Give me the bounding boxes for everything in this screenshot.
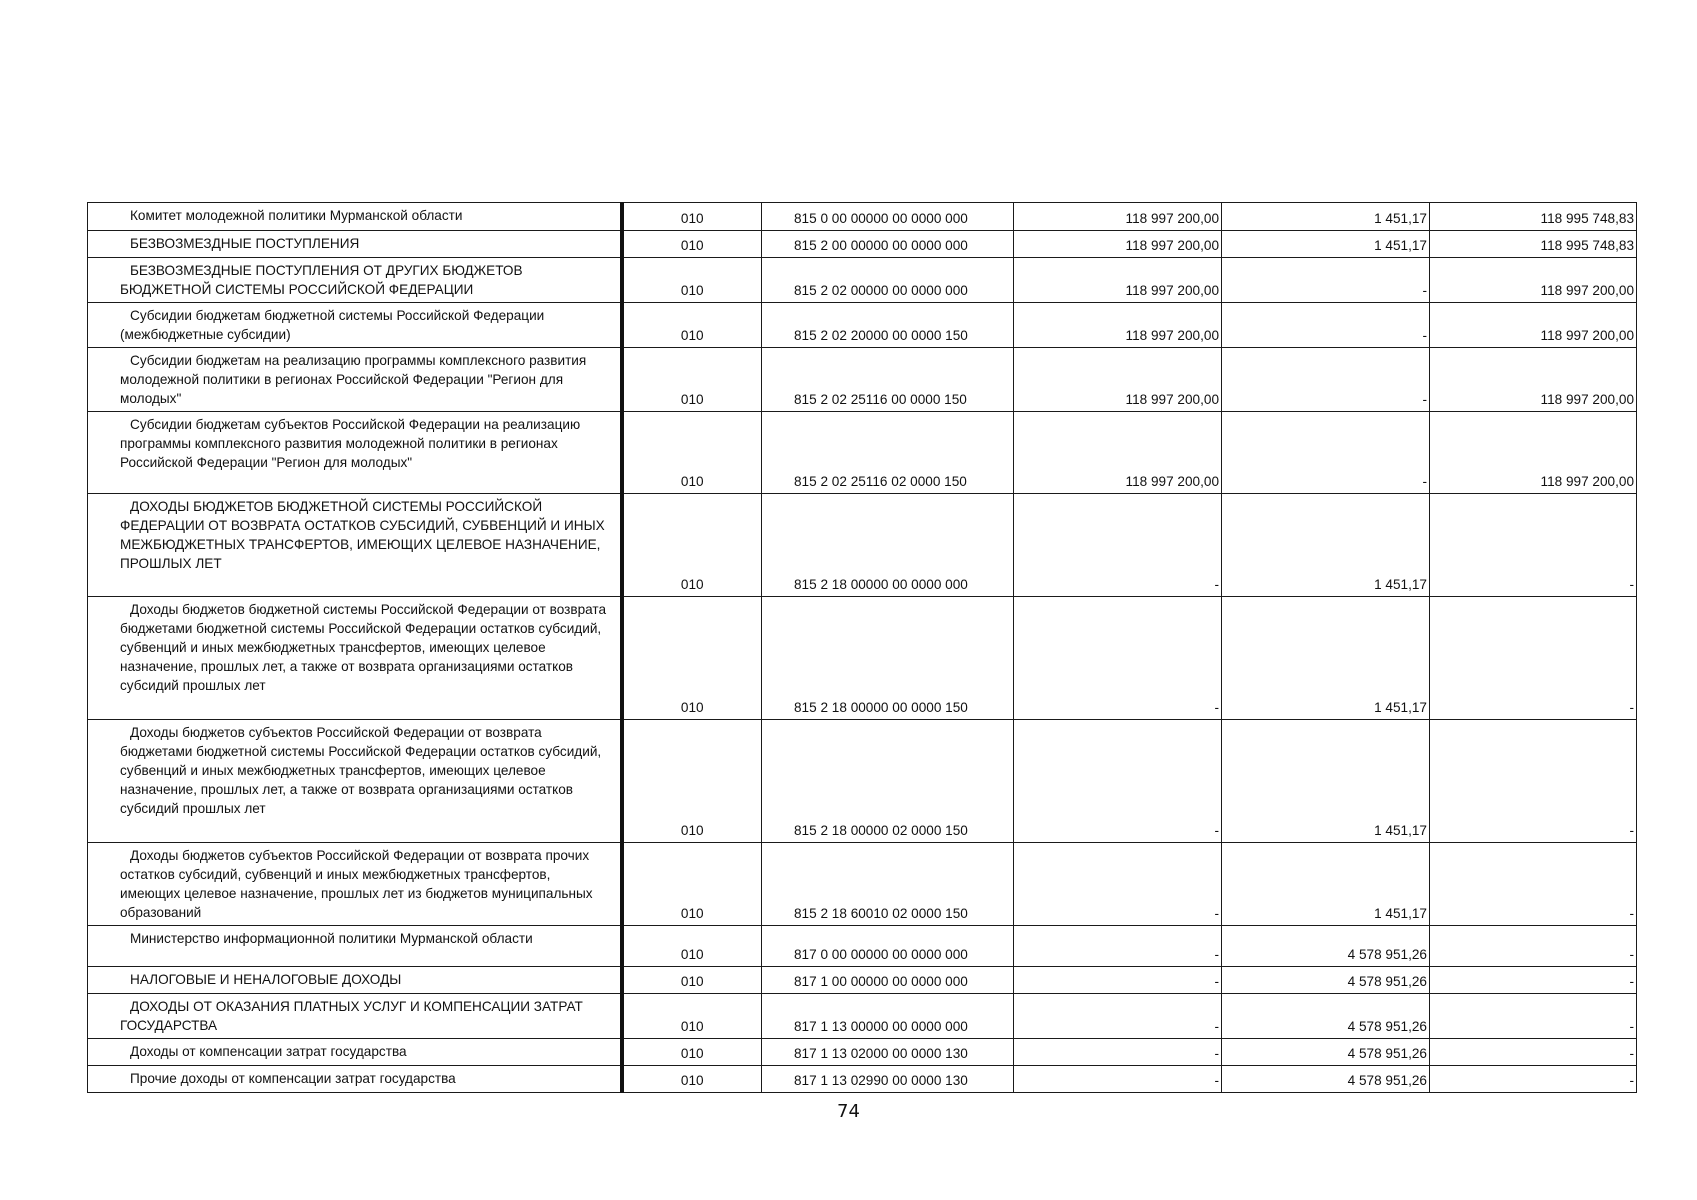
row-name-cell: Субсидии бюджетам субъектов Российской Федерации на реализацию программы комплексного развития молодежной политики в регионах Российской Федерации "Регион для молодых" bbox=[88, 412, 622, 494]
row-approved-cell: 118 997 200,00 bbox=[1014, 231, 1222, 258]
row-line-code-cell: 010 bbox=[622, 258, 762, 303]
row-unexecuted-cell: - bbox=[1430, 1039, 1637, 1066]
row-unexecuted-cell: - bbox=[1430, 494, 1637, 597]
row-name-cell: Доходы бюджетов субъектов Российской Федерации от возврата бюджетами бюджетной системы Российской Федерации остатков субсидий, субвенций и иных межбюджетных трансфертов, имеющих целевое назначение, прошлых лет, а также от возврата организациями остатков субсидий прошлых лет bbox=[88, 720, 622, 843]
row-unexecuted-cell: 118 995 748,83 bbox=[1430, 231, 1637, 258]
row-kbk-cell: 815 2 02 25116 00 0000 150 bbox=[762, 348, 1014, 412]
table-row bbox=[88, 203, 1637, 231]
table-row bbox=[88, 412, 1637, 494]
table-row bbox=[88, 494, 1637, 597]
row-executed-cell: 1 451,17 bbox=[1222, 494, 1430, 597]
row-approved-cell: - bbox=[1014, 720, 1222, 843]
row-executed-cell: - bbox=[1222, 348, 1430, 412]
row-name-cell: ДОХОДЫ БЮДЖЕТОВ БЮДЖЕТНОЙ СИСТЕМЫ РОССИЙСКОЙ ФЕДЕРАЦИИ ОТ ВОЗВРАТА ОСТАТКОВ СУБСИДИЙ, СУБВЕНЦИЙ И ИНЫХ МЕЖБЮДЖЕТНЫХ ТРАНСФЕРТОВ, ИМЕЮЩИХ ЦЕЛЕВОЕ НАЗНАЧЕНИЕ, ПРОШЛЫХ ЛЕТ bbox=[88, 494, 622, 597]
row-name-cell: БЕЗВОЗМЕЗДНЫЕ ПОСТУПЛЕНИЯ bbox=[88, 231, 622, 258]
row-kbk-cell: 815 0 00 00000 00 0000 000 bbox=[762, 203, 1014, 231]
table-row bbox=[88, 843, 1637, 926]
row-approved-cell: - bbox=[1014, 843, 1222, 926]
row-unexecuted-cell: 118 997 200,00 bbox=[1430, 412, 1637, 494]
row-kbk-cell: 815 2 00 00000 00 0000 000 bbox=[762, 231, 1014, 258]
row-name-cell: Комитет молодежной политики Мурманской области bbox=[88, 203, 622, 231]
table-row bbox=[88, 926, 1637, 967]
row-approved-cell: 118 997 200,00 bbox=[1014, 258, 1222, 303]
row-name-cell: Прочие доходы от компенсации затрат государства bbox=[88, 1066, 622, 1093]
row-unexecuted-cell: - bbox=[1430, 926, 1637, 967]
table-row bbox=[88, 231, 1637, 258]
row-approved-cell: - bbox=[1014, 597, 1222, 720]
table-row bbox=[88, 720, 1637, 843]
row-name-cell: Министерство информационной политики Мурманской области bbox=[88, 926, 622, 967]
row-executed-cell: 4 578 951,26 bbox=[1222, 1066, 1430, 1093]
row-name-cell: Доходы бюджетов субъектов Российской Федерации от возврата прочих остатков субсидий, субвенций и иных межбюджетных трансфертов, имеющих целевое назначение, прошлых лет из бюджетов муниципальных образований bbox=[88, 843, 622, 926]
row-unexecuted-cell: - bbox=[1430, 720, 1637, 843]
row-unexecuted-cell: - bbox=[1430, 1066, 1637, 1093]
row-name-cell: БЕЗВОЗМЕЗДНЫЕ ПОСТУПЛЕНИЯ ОТ ДРУГИХ БЮДЖЕТОВ БЮДЖЕТНОЙ СИСТЕМЫ РОССИЙСКОЙ ФЕДЕРАЦИИ bbox=[88, 258, 622, 303]
row-line-code-cell: 010 bbox=[622, 1066, 762, 1093]
row-executed-cell: 1 451,17 bbox=[1222, 720, 1430, 843]
row-approved-cell: 118 997 200,00 bbox=[1014, 412, 1222, 494]
row-executed-cell: 4 578 951,26 bbox=[1222, 1039, 1430, 1066]
row-approved-cell: 118 997 200,00 bbox=[1014, 348, 1222, 412]
row-line-code-cell: 010 bbox=[622, 203, 762, 231]
row-line-code-cell: 010 bbox=[622, 412, 762, 494]
row-unexecuted-cell: - bbox=[1430, 843, 1637, 926]
row-kbk-cell: 815 2 18 00000 00 0000 150 bbox=[762, 597, 1014, 720]
row-line-code-cell: 010 bbox=[622, 994, 762, 1039]
table-body bbox=[88, 203, 1637, 1093]
row-unexecuted-cell: - bbox=[1430, 967, 1637, 994]
row-executed-cell: - bbox=[1222, 303, 1430, 348]
row-executed-cell: 4 578 951,26 bbox=[1222, 926, 1430, 967]
row-kbk-cell: 817 1 13 02000 00 0000 130 bbox=[762, 1039, 1014, 1066]
row-kbk-cell: 817 0 00 00000 00 0000 000 bbox=[762, 926, 1014, 967]
row-line-code-cell: 010 bbox=[622, 348, 762, 412]
row-line-code-cell: 010 bbox=[622, 720, 762, 843]
row-name-cell: Субсидии бюджетам бюджетной системы Российской Федерации (межбюджетные субсидии) bbox=[88, 303, 622, 348]
row-name-cell: НАЛОГОВЫЕ И НЕНАЛОГОВЫЕ ДОХОДЫ bbox=[88, 967, 622, 994]
row-unexecuted-cell: - bbox=[1430, 597, 1637, 720]
budget-income-table bbox=[87, 202, 1637, 1093]
row-name-cell: Доходы бюджетов бюджетной системы Российской Федерации от возврата бюджетами бюджетной системы Российской Федерации остатков субсидий, субвенций и иных межбюджетных трансфертов, имеющих целевое назначение, прошлых лет, а также от возврата организациями остатков субсидий прошлых лет bbox=[88, 597, 622, 720]
row-kbk-cell: 815 2 02 25116 02 0000 150 bbox=[762, 412, 1014, 494]
row-kbk-cell: 815 2 18 60010 02 0000 150 bbox=[762, 843, 1014, 926]
row-unexecuted-cell: 118 997 200,00 bbox=[1430, 258, 1637, 303]
table-row bbox=[88, 303, 1637, 348]
row-kbk-cell: 815 2 18 00000 02 0000 150 bbox=[762, 720, 1014, 843]
row-unexecuted-cell: 118 995 748,83 bbox=[1430, 203, 1637, 231]
row-line-code-cell: 010 bbox=[622, 926, 762, 967]
row-executed-cell: 1 451,17 bbox=[1222, 203, 1430, 231]
row-line-code-cell: 010 bbox=[622, 967, 762, 994]
row-line-code-cell: 010 bbox=[622, 1039, 762, 1066]
row-approved-cell: 118 997 200,00 bbox=[1014, 303, 1222, 348]
row-executed-cell: - bbox=[1222, 258, 1430, 303]
table-row bbox=[88, 994, 1637, 1039]
row-name-cell: Субсидии бюджетам на реализацию программы комплексного развития молодежной политики в регионах Российской Федерации "Регион для молодых" bbox=[88, 348, 622, 412]
row-kbk-cell: 817 1 00 00000 00 0000 000 bbox=[762, 967, 1014, 994]
row-unexecuted-cell: - bbox=[1430, 994, 1637, 1039]
row-line-code-cell: 010 bbox=[622, 303, 762, 348]
row-kbk-cell: 815 2 18 00000 00 0000 000 bbox=[762, 494, 1014, 597]
row-kbk-cell: 815 2 02 20000 00 0000 150 bbox=[762, 303, 1014, 348]
row-approved-cell: - bbox=[1014, 1039, 1222, 1066]
page-number: 74 bbox=[837, 1101, 860, 1122]
table-row bbox=[88, 967, 1637, 994]
row-executed-cell: 4 578 951,26 bbox=[1222, 967, 1430, 994]
row-executed-cell: - bbox=[1222, 412, 1430, 494]
row-kbk-cell: 815 2 02 00000 00 0000 000 bbox=[762, 258, 1014, 303]
table-row bbox=[88, 1066, 1637, 1093]
row-approved-cell: - bbox=[1014, 494, 1222, 597]
row-name-cell: Доходы от компенсации затрат государства bbox=[88, 1039, 622, 1066]
row-executed-cell: 4 578 951,26 bbox=[1222, 994, 1430, 1039]
table-row bbox=[88, 597, 1637, 720]
row-line-code-cell: 010 bbox=[622, 597, 762, 720]
row-line-code-cell: 010 bbox=[622, 231, 762, 258]
row-kbk-cell: 817 1 13 00000 00 0000 000 bbox=[762, 994, 1014, 1039]
row-unexecuted-cell: 118 997 200,00 bbox=[1430, 303, 1637, 348]
row-unexecuted-cell: 118 997 200,00 bbox=[1430, 348, 1637, 412]
row-executed-cell: 1 451,17 bbox=[1222, 231, 1430, 258]
row-approved-cell: - bbox=[1014, 1066, 1222, 1093]
row-approved-cell: - bbox=[1014, 967, 1222, 994]
row-name-cell: ДОХОДЫ ОТ ОКАЗАНИЯ ПЛАТНЫХ УСЛУГ И КОМПЕНСАЦИИ ЗАТРАТ ГОСУДАРСТВА bbox=[88, 994, 622, 1039]
row-approved-cell: - bbox=[1014, 926, 1222, 967]
table-row bbox=[88, 348, 1637, 412]
row-approved-cell: 118 997 200,00 bbox=[1014, 203, 1222, 231]
row-kbk-cell: 817 1 13 02990 00 0000 130 bbox=[762, 1066, 1014, 1093]
table-row bbox=[88, 258, 1637, 303]
row-line-code-cell: 010 bbox=[622, 494, 762, 597]
table-row bbox=[88, 1039, 1637, 1066]
row-approved-cell: - bbox=[1014, 994, 1222, 1039]
row-line-code-cell: 010 bbox=[622, 843, 762, 926]
row-executed-cell: 1 451,17 bbox=[1222, 597, 1430, 720]
row-executed-cell: 1 451,17 bbox=[1222, 843, 1430, 926]
